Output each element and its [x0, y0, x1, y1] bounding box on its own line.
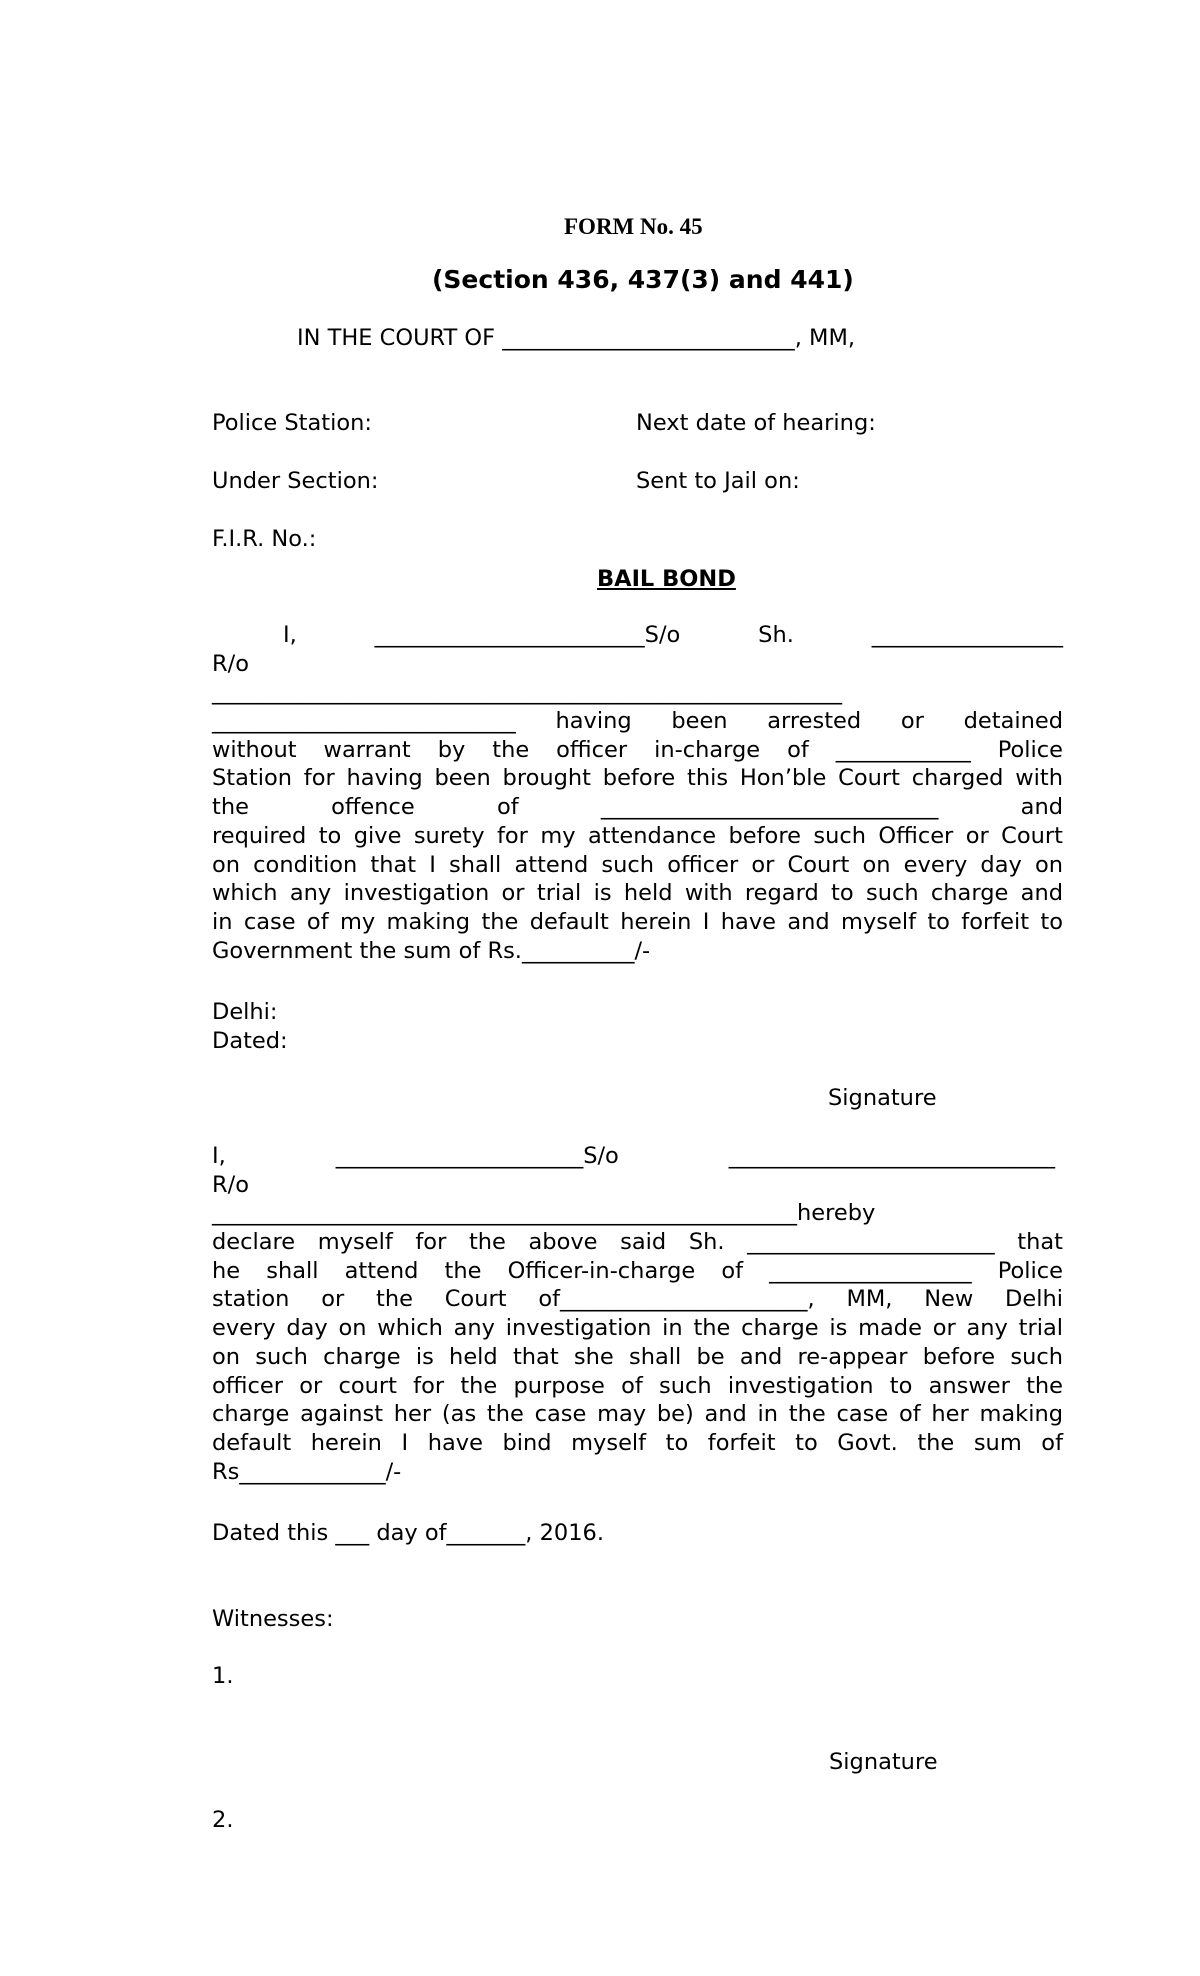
- surety-paragraph: [212, 1142, 1063, 1486]
- court-line: IN THE COURT OF __________________________, MM,: [297, 325, 856, 351]
- form-number: FORM No. 45: [564, 214, 703, 239]
- next-hearing-label: Next date of hearing:: [636, 410, 876, 436]
- paragraph-line: Station for having been brought before this Hon’ble Court charged with: [212, 765, 1063, 792]
- accused-signature-label: Signature: [828, 1085, 937, 1111]
- dated-this-line: Dated this ___ day of_______, 2016.: [212, 1520, 605, 1546]
- paragraph-line: required to give surety for my attendance before such Officer or Court: [212, 822, 1063, 849]
- paragraph-line: R/o: [212, 650, 249, 677]
- paragraph-line: he shall attend the Officer-in-charge of __________________ Police: [212, 1257, 1063, 1284]
- witness-2-label: 2.: [212, 1807, 234, 1833]
- paragraph-line: on such charge is held that she shall be and re-appear before such: [212, 1343, 1063, 1370]
- bail-bond-title: BAIL BOND: [597, 566, 736, 592]
- paragraph-line: on condition that I shall attend such officer or Court on every day on: [212, 851, 1063, 878]
- place-label: Delhi:: [212, 999, 278, 1025]
- paragraph-line: the offence of ______________________________ and: [212, 794, 1063, 821]
- dated-label: Dated:: [212, 1028, 288, 1054]
- paragraph-line: Government the sum of Rs.__________/-: [212, 937, 651, 964]
- paragraph-line: I, ________________________S/o Sh. _________________: [283, 622, 1063, 648]
- paragraph-line: in case of my making the default herein I have and myself to forfeit to: [212, 908, 1063, 935]
- witness-1-label: 1.: [212, 1663, 234, 1689]
- under-section-label: Under Section:: [212, 468, 379, 494]
- accused-paragraph: [212, 621, 1063, 965]
- paragraph-line: ________________________________________________________: [212, 679, 842, 706]
- paragraph-line: every day on which any investigation in the charge is made or any trial: [212, 1315, 1063, 1342]
- paragraph-line: officer or court for the purpose of such investigation to answer the: [212, 1372, 1063, 1399]
- surety-signature-label: Signature: [829, 1749, 938, 1775]
- paragraph-line: R/o: [212, 1171, 249, 1198]
- paragraph-line: Rs_____________/-: [212, 1458, 402, 1485]
- paragraph-line: ___________________________ having been arrested or detained: [212, 708, 1063, 735]
- paragraph-line: which any investigation or trial is held with regard to such charge and: [212, 880, 1063, 907]
- section-reference: (Section 436, 437(3) and 441): [432, 265, 854, 294]
- paragraph-line: station or the Court of______________________, MM, New Delhi: [212, 1286, 1063, 1313]
- paragraph-line: ____________________________________________________hereby: [212, 1200, 876, 1227]
- police-station-label: Police Station:: [212, 410, 372, 436]
- paragraph-line: declare myself for the above said Sh. ______________________ that: [212, 1229, 1063, 1256]
- paragraph-line: I, ______________________S/o _____________________________: [212, 1143, 1055, 1169]
- paragraph-line: without warrant by the officer in-charge of ____________ Police: [212, 736, 1063, 763]
- paragraph-line: charge against her (as the case may be) and in the case of her making: [212, 1401, 1063, 1428]
- sent-to-jail-label: Sent to Jail on:: [636, 468, 800, 494]
- fir-number-label: F.I.R. No.:: [212, 526, 317, 552]
- witnesses-label: Witnesses:: [212, 1606, 334, 1632]
- paragraph-line: default herein I have bind myself to forfeit to Govt. the sum of: [212, 1429, 1063, 1456]
